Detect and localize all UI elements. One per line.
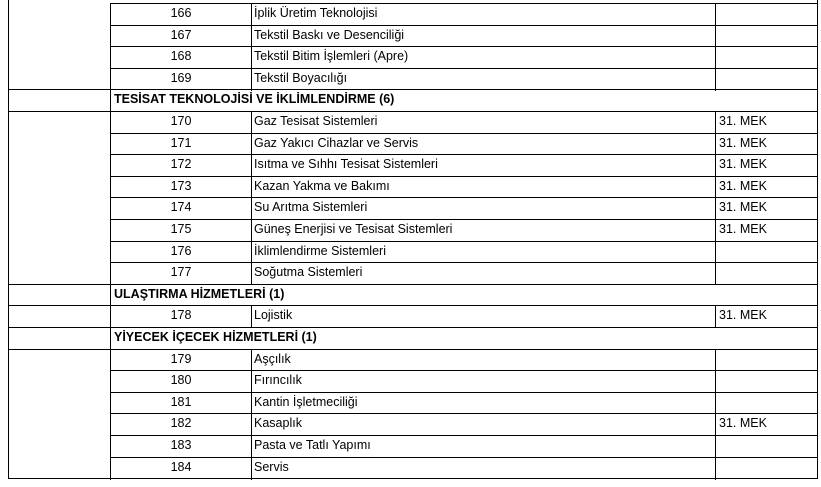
program-name[interactable]: Lojistik — [254, 308, 293, 323]
section-header[interactable]: YİYECEK İÇECEK HİZMETLERİ (1) — [114, 330, 317, 344]
section-header[interactable]: ULAŞTIRMA HİZMETLERİ (1) — [114, 286, 285, 301]
program-code[interactable] — [716, 241, 817, 263]
program-code[interactable] — [716, 435, 817, 457]
program-code[interactable] — [716, 392, 817, 414]
program-code[interactable] — [716, 370, 817, 392]
program-code[interactable]: 31. MEK — [719, 308, 767, 323]
program-code[interactable] — [716, 68, 817, 90]
row-number[interactable]: 177 — [170, 265, 192, 280]
program-code[interactable]: 31. MEK — [719, 416, 767, 431]
row-number[interactable]: 173 — [170, 178, 192, 193]
program-code[interactable]: 31. MEK — [719, 157, 767, 172]
row-number[interactable]: 167 — [170, 27, 192, 42]
program-name[interactable]: Kantin İşletmeciliği — [254, 394, 358, 409]
row-number[interactable]: 182 — [170, 416, 192, 431]
program-name[interactable]: Gaz Yakıcı Cihazlar ve Servis — [254, 135, 419, 150]
program-name[interactable]: Tekstil Boyacılığı — [254, 70, 348, 85]
program-name[interactable]: Gaz Tesisat Sistemleri — [254, 114, 378, 128]
program-name[interactable]: Kazan Yakma ve Bakımı — [254, 178, 390, 193]
row-number[interactable]: 180 — [170, 373, 192, 388]
row-number[interactable]: 170 — [170, 114, 192, 128]
program-name[interactable]: Su Arıtma Sistemleri — [254, 200, 368, 215]
row-number[interactable]: 172 — [170, 157, 192, 172]
program-code[interactable] — [716, 457, 817, 479]
row-number[interactable]: 183 — [170, 438, 192, 452]
row-number[interactable]: 175 — [170, 222, 192, 236]
program-name[interactable]: Tekstil Baskı ve Desenciliği — [254, 27, 405, 42]
program-code[interactable]: 31. MEK — [719, 135, 767, 150]
row-number[interactable]: 179 — [170, 351, 192, 366]
program-name[interactable]: Kasaplık — [254, 416, 302, 431]
program-name[interactable]: Fırıncılık — [254, 373, 302, 388]
program-code[interactable]: 31. MEK — [719, 222, 767, 236]
program-code[interactable]: 31. MEK — [719, 178, 767, 193]
grid-line — [8, 0, 9, 479]
program-name[interactable]: Pasta ve Tatlı Yapımı — [254, 438, 371, 452]
row-number[interactable]: 169 — [170, 70, 192, 85]
row-number[interactable]: 178 — [170, 308, 192, 323]
row-number[interactable]: 166 — [170, 6, 192, 20]
row-number[interactable]: 171 — [170, 135, 192, 150]
program-code[interactable] — [716, 25, 817, 47]
program-name[interactable]: Güneş Enerjisi ve Tesisat Sistemleri — [254, 222, 453, 236]
program-name[interactable]: İklimlendirme Sistemleri — [254, 243, 386, 258]
program-code[interactable] — [716, 349, 817, 371]
grid-line — [8, 478, 818, 479]
program-name[interactable]: İplik Üretim Teknolojisi — [254, 6, 378, 20]
program-name[interactable]: Servis — [254, 459, 289, 474]
program-code[interactable]: 31. MEK — [719, 114, 767, 128]
program-name[interactable]: Soğutma Sistemleri — [254, 265, 363, 280]
row-number[interactable]: 184 — [170, 459, 192, 474]
program-name[interactable]: Aşçılık — [254, 351, 291, 366]
program-name[interactable]: Isıtma ve Sıhhı Tesisat Sistemleri — [254, 157, 438, 172]
program-code[interactable]: 31. MEK — [719, 200, 767, 215]
program-code[interactable] — [716, 262, 817, 284]
section-header[interactable]: TESİSAT TEKNOLOJİSİ VE İKLİMLENDİRME (6) — [114, 92, 395, 107]
row-number[interactable]: 176 — [170, 243, 192, 258]
row-number[interactable]: 168 — [170, 49, 192, 64]
program-name[interactable]: Tekstil Bitim İşlemleri (Apre) — [254, 49, 409, 64]
row-number[interactable]: 181 — [170, 394, 192, 409]
program-code[interactable] — [716, 3, 817, 25]
row-number[interactable]: 174 — [170, 200, 192, 215]
program-code[interactable] — [716, 46, 817, 68]
grid-line — [817, 0, 818, 479]
